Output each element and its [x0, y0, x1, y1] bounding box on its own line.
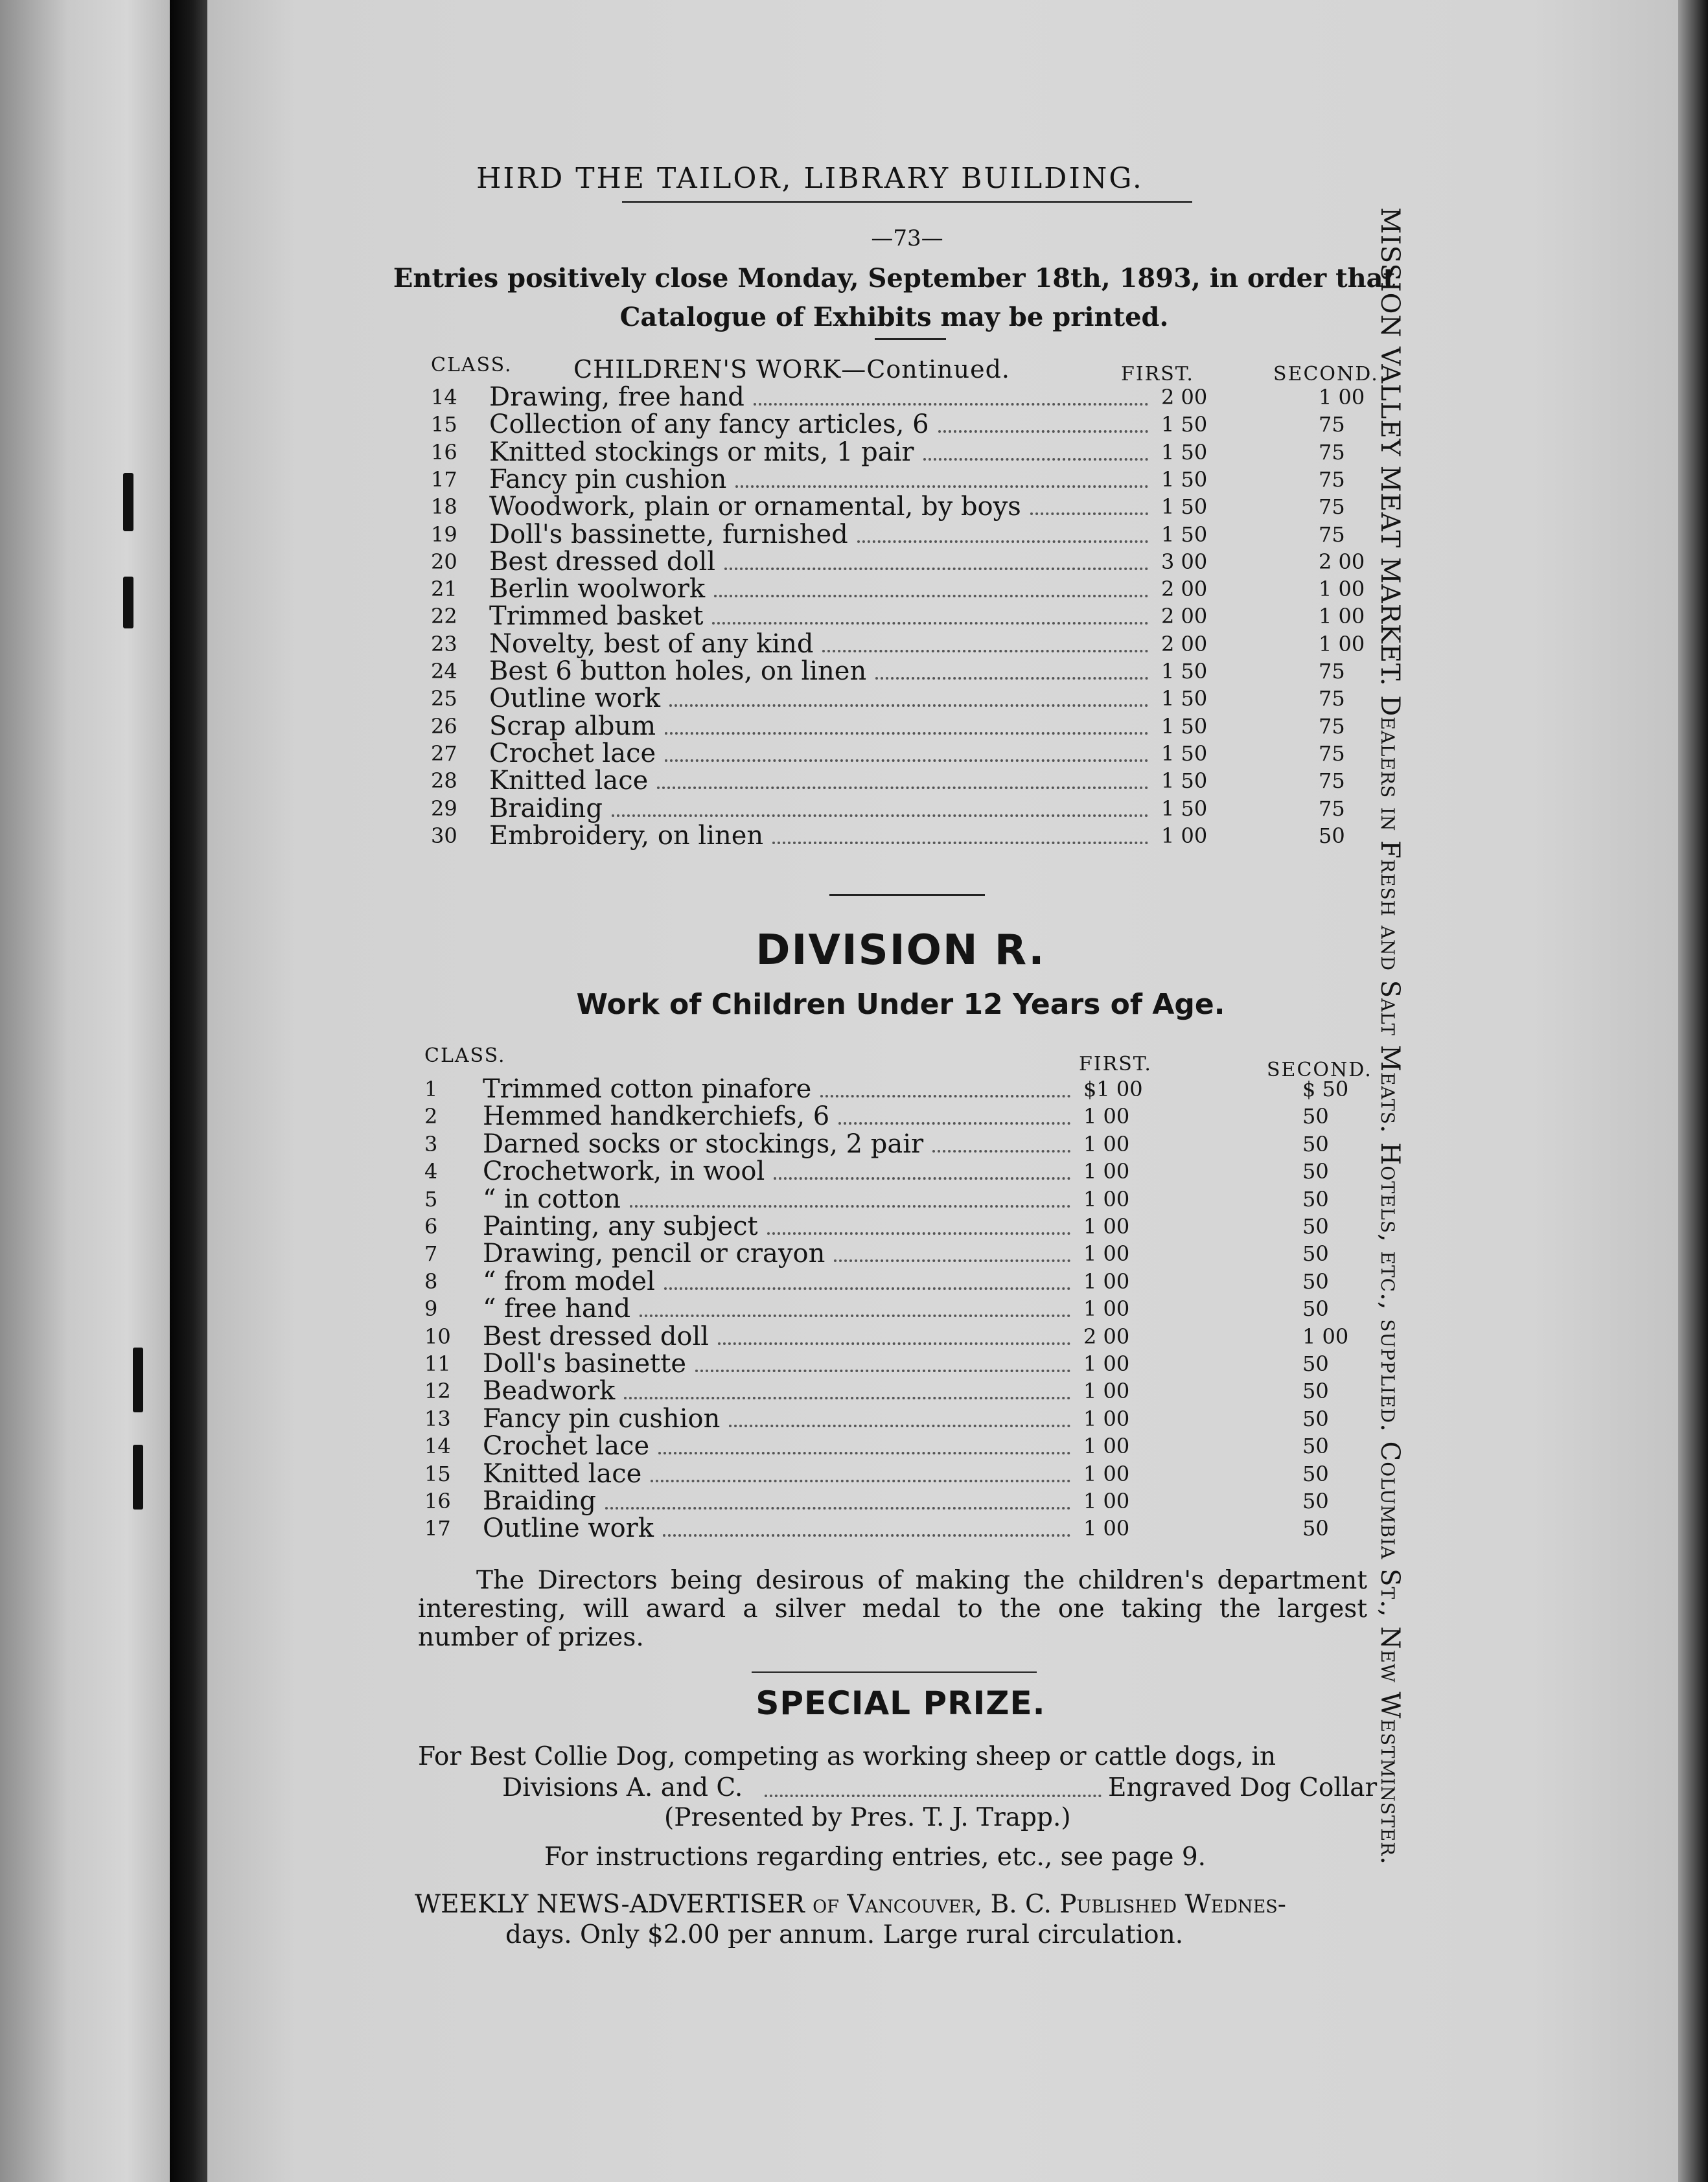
- item-label: Drawing, free hand: [489, 382, 744, 412]
- first-prize-amount: 2 00: [1161, 631, 1208, 656]
- list-item: [424, 1131, 1383, 1158]
- list-item: [424, 1158, 1383, 1185]
- first-prize-amount: 1 00: [1083, 1241, 1130, 1267]
- item-class-number: 16: [431, 439, 457, 465]
- item-label: “ from model: [483, 1266, 655, 1296]
- special-rule: [752, 1671, 1037, 1673]
- first-prize-amount: 1 00: [1083, 1379, 1130, 1404]
- leader-dots: [624, 1397, 1070, 1399]
- item-class-number: 1: [424, 1077, 438, 1101]
- leader-dots: [665, 759, 1148, 762]
- leader-dots: [664, 1287, 1070, 1290]
- leader-dots: [774, 1177, 1070, 1180]
- second-prize-amount: 75: [1319, 796, 1345, 821]
- list-item: [424, 1377, 1383, 1405]
- item-label: Embroidery, on linen: [489, 820, 764, 851]
- first-prize-amount: 1 00: [1083, 1296, 1130, 1322]
- second-prize-amount: 50: [1302, 1104, 1329, 1129]
- special-prize-line-2-left: Divisions A. and C.: [502, 1773, 743, 1802]
- item-label: Crochet lace: [489, 738, 656, 768]
- item-class-number: 22: [431, 604, 457, 629]
- list-item: [424, 1405, 1383, 1432]
- first-prize-amount: 1 50: [1161, 686, 1208, 711]
- leader-dots: [822, 650, 1148, 652]
- item-class-number: 9: [424, 1296, 438, 1322]
- item-class-number: 4: [424, 1159, 438, 1184]
- second-prize-amount: 50: [1302, 1131, 1329, 1156]
- first-prize-amount: 1 50: [1161, 412, 1208, 437]
- list-item: [424, 1075, 1383, 1103]
- second-prize-amount: 50: [1319, 823, 1345, 848]
- item-label: Knitted lace: [489, 766, 649, 796]
- list-item: [424, 1240, 1383, 1267]
- item-class-number: 3: [424, 1131, 438, 1156]
- list-item: [431, 795, 1390, 822]
- first-prize-amount: 1 00: [1083, 1104, 1130, 1129]
- section-title: CHILDREN'S WORK—Continued.: [573, 355, 1010, 384]
- leader-dots: [767, 1232, 1070, 1235]
- second-prize-amount: 50: [1302, 1489, 1329, 1513]
- first-prize-amount: 1 00: [1083, 1351, 1130, 1376]
- second-prize-amount: 50: [1302, 1296, 1329, 1322]
- first-prize-amount: 3 00: [1161, 549, 1208, 574]
- item-label: Woodwork, plain or ornamental, by boys: [489, 492, 1021, 522]
- item-label: Fancy pin cushion: [489, 464, 727, 494]
- item-class-number: 15: [424, 1461, 451, 1486]
- list-item: [424, 1213, 1383, 1240]
- first-prize-amount: 1 50: [1161, 522, 1208, 547]
- leader-dots: [714, 595, 1148, 597]
- item-class-number: 20: [431, 549, 457, 574]
- second-prize-amount: 75: [1319, 659, 1345, 683]
- leader-dots: [938, 430, 1148, 433]
- facing-page: [0, 0, 170, 2182]
- list-item: [424, 1268, 1383, 1295]
- item-class-number: 14: [431, 385, 457, 409]
- leader-dots: [612, 814, 1148, 817]
- list-item: [424, 1515, 1383, 1542]
- side-advertisement: MISSION VALLEY MEAT MARKET. Dealers in Fresh and Salt Meats. Hotels, etc., supplied. Columbia St., New Westminster.: [1375, 207, 1405, 1866]
- list-item: [431, 630, 1390, 658]
- list-item: [431, 575, 1390, 603]
- leader-dots: [735, 485, 1148, 488]
- item-label: Novelty, best of any kind: [489, 628, 814, 659]
- running-head: HIRD THE TAILOR, LIBRARY BUILDING.: [476, 162, 1144, 195]
- item-label: Knitted stockings or mits, 1 pair: [489, 437, 914, 467]
- special-prize-title: SPECIAL PRIZE.: [756, 1684, 1046, 1722]
- item-label: Berlin woolwork: [489, 574, 706, 604]
- second-prize-amount: 75: [1319, 713, 1345, 739]
- item-class-number: 2: [424, 1104, 438, 1129]
- advert-line-1: WEEKLY NEWS-ADVERTISER of Vancouver, B. C. Published Wednes-: [415, 1890, 1286, 1919]
- item-class-number: 24: [431, 659, 457, 683]
- second-prize-amount: 50: [1302, 1241, 1329, 1267]
- list-item: [431, 384, 1390, 411]
- list-item: [424, 1350, 1383, 1377]
- item-class-number: 17: [431, 466, 457, 492]
- leader-dots: [923, 458, 1148, 461]
- item-label: Trimmed basket: [489, 601, 704, 632]
- first-prize-amount: 1 50: [1161, 466, 1208, 492]
- class-column-label: CLASS.: [431, 354, 513, 376]
- section-rule: [829, 894, 985, 896]
- item-class-number: 29: [431, 796, 457, 821]
- leader-dots: [657, 787, 1148, 789]
- list-item: [431, 411, 1390, 438]
- leader-dots: [630, 1205, 1070, 1208]
- item-class-number: 28: [431, 768, 457, 794]
- leader-dots: [640, 1315, 1070, 1317]
- item-label: Doll's basinette: [483, 1349, 687, 1379]
- leader-dots: [663, 1534, 1070, 1537]
- list-item: [424, 1186, 1383, 1213]
- second-prize-amount: 50: [1302, 1434, 1329, 1459]
- second-prize-amount: 50: [1302, 1269, 1329, 1294]
- notice-rule: [875, 338, 946, 340]
- first-prize-amount: 1 50: [1161, 741, 1208, 766]
- item-label: Braiding: [489, 793, 603, 823]
- binding-gutter: [170, 0, 207, 2182]
- first-prize-amount: 2 00: [1161, 604, 1208, 629]
- list-item: [424, 1460, 1383, 1487]
- binding-stitch: [123, 577, 133, 628]
- division-title: DIVISION R.: [756, 926, 1046, 974]
- second-prize-amount: 1 00: [1319, 385, 1365, 409]
- first-prize-amount: 2 00: [1161, 385, 1208, 409]
- second-prize-amount: 1 00: [1302, 1324, 1349, 1349]
- second-prize-amount: 75: [1319, 466, 1345, 492]
- first-column-label: FIRST.: [1121, 363, 1194, 385]
- first-prize-amount: 1 00: [1083, 1186, 1130, 1212]
- list-item: [431, 740, 1390, 767]
- page-number: —73—: [871, 225, 943, 251]
- item-class-number: 6: [424, 1214, 438, 1239]
- leader-dots: [695, 1370, 1070, 1372]
- first-prize-amount: 1 00: [1083, 1489, 1130, 1513]
- first-prize-amount: 1 50: [1161, 494, 1208, 520]
- first-prize-amount: 1 00: [1083, 1434, 1130, 1459]
- second-prize-amount: 50: [1302, 1159, 1329, 1184]
- first-prize-amount: 1 50: [1161, 713, 1208, 739]
- item-label: Doll's bassinette, furnished: [489, 519, 848, 549]
- item-label: Drawing, pencil or crayon: [483, 1239, 825, 1269]
- leader-dots: [665, 732, 1148, 735]
- item-label: Outline work: [489, 683, 661, 714]
- item-label: Fancy pin cushion: [483, 1403, 721, 1434]
- item-class-number: 11: [424, 1351, 451, 1376]
- item-class-number: 15: [431, 412, 457, 437]
- leader-dots: [669, 704, 1148, 707]
- second-prize-amount: 50: [1302, 1406, 1329, 1431]
- leader-dots: [932, 1150, 1070, 1153]
- first-prize-amount: 2 00: [1161, 577, 1208, 602]
- first-prize-amount: 1 50: [1161, 796, 1208, 821]
- item-class-number: 7: [424, 1241, 438, 1267]
- item-label: Scrap album: [489, 711, 656, 741]
- list-item: [424, 1103, 1383, 1130]
- list-item: [431, 685, 1390, 712]
- second-prize-amount: 50: [1302, 1461, 1329, 1486]
- item-class-number: 23: [431, 631, 457, 656]
- item-label: Braiding: [483, 1486, 596, 1516]
- leader-dots: [834, 1259, 1070, 1262]
- item-class-number: 14: [424, 1434, 451, 1459]
- second-prize-amount: 1 00: [1319, 577, 1365, 602]
- second-prize-amount: 75: [1319, 741, 1345, 766]
- leader-dots: [724, 568, 1148, 570]
- notice-line-2: Catalogue of Exhibits may be printed.: [619, 302, 1169, 332]
- binding-stitch: [133, 1445, 143, 1510]
- item-class-number: 26: [431, 713, 457, 739]
- special-prize-dots: [765, 1795, 1102, 1797]
- first-prize-amount: 1 50: [1161, 768, 1208, 794]
- second-prize-amount: 50: [1302, 1186, 1329, 1212]
- first-prize-amount: 1 50: [1161, 659, 1208, 683]
- first-prize-amount: 1 00: [1083, 1214, 1130, 1239]
- leader-dots: [857, 540, 1148, 543]
- list-item: [424, 1295, 1383, 1322]
- second-prize-amount: 50: [1302, 1379, 1329, 1404]
- leader-dots: [875, 677, 1148, 680]
- leader-dots: [712, 622, 1148, 625]
- item-class-number: 30: [431, 823, 457, 848]
- item-class-number: 16: [424, 1489, 451, 1513]
- item-label: Darned socks or stockings, 2 pair: [483, 1129, 924, 1159]
- medal-note: The Directors being desirous of making the children's department interesting, will award a silver medal to the one taking the largest number of prizes.: [418, 1566, 1367, 1652]
- first-column-label: FIRST.: [1079, 1053, 1152, 1075]
- leader-dots: [718, 1342, 1070, 1345]
- list-item: [431, 603, 1390, 630]
- second-prize-amount: 75: [1319, 686, 1345, 711]
- item-class-number: 17: [424, 1516, 451, 1541]
- item-label: Best dressed doll: [483, 1321, 710, 1351]
- first-prize-amount: 1 00: [1161, 823, 1208, 848]
- list-item: [431, 713, 1390, 740]
- second-prize-amount: 50: [1302, 1351, 1329, 1376]
- list-item: [424, 1432, 1383, 1460]
- item-class-number: 8: [424, 1269, 438, 1294]
- item-class-number: 19: [431, 522, 457, 547]
- second-prize-amount: 75: [1319, 412, 1345, 437]
- second-column-label: SECOND.: [1267, 1059, 1372, 1081]
- item-label: Hemmed handkerchiefs, 6: [483, 1101, 830, 1132]
- division-subtitle: Work of Children Under 12 Years of Age.: [576, 988, 1225, 1021]
- list-item: [431, 439, 1390, 466]
- item-label: Crochet lace: [483, 1431, 650, 1462]
- first-prize-amount: 1 00: [1083, 1516, 1130, 1541]
- second-prize-amount: 75: [1319, 768, 1345, 794]
- item-label: Knitted lace: [483, 1458, 642, 1489]
- list-item: [431, 658, 1390, 685]
- item-class-number: 25: [431, 686, 457, 711]
- leader-dots: [838, 1122, 1070, 1125]
- first-prize-amount: $1 00: [1083, 1077, 1143, 1101]
- item-class-number: 21: [431, 577, 457, 602]
- first-prize-amount: 1 00: [1083, 1406, 1130, 1431]
- item-class-number: 13: [424, 1406, 451, 1431]
- leader-dots: [772, 842, 1148, 844]
- leader-dots: [651, 1480, 1070, 1482]
- first-prize-amount: 1 00: [1083, 1159, 1130, 1184]
- item-label: Best 6 button holes, on linen: [489, 656, 867, 686]
- first-prize-amount: 1 00: [1083, 1269, 1130, 1294]
- item-label: “ in cotton: [483, 1184, 621, 1214]
- list-item: [431, 466, 1390, 493]
- class-column-label: CLASS.: [424, 1044, 506, 1067]
- item-label: Collection of any fancy articles, 6: [489, 409, 929, 440]
- first-prize-amount: 1 00: [1083, 1461, 1130, 1486]
- special-prize-line-3: (Presented by Pres. T. J. Trapp.): [664, 1803, 1071, 1832]
- item-class-number: 27: [431, 741, 457, 766]
- item-class-number: 5: [424, 1186, 438, 1212]
- binding-stitch: [133, 1348, 143, 1412]
- first-prize-amount: 2 00: [1083, 1324, 1130, 1349]
- entries-notice: [389, 259, 1400, 337]
- second-prize-amount: 50: [1302, 1214, 1329, 1239]
- second-prize-amount: 1 00: [1319, 604, 1365, 629]
- item-class-number: 18: [431, 494, 457, 520]
- second-column-label: SECOND.: [1273, 363, 1379, 385]
- item-label: Trimmed cotton pinafore: [483, 1074, 812, 1104]
- list-item: [424, 1323, 1383, 1350]
- leader-dots: [820, 1095, 1070, 1097]
- item-class-number: 12: [424, 1379, 451, 1404]
- list-item: [431, 548, 1390, 575]
- second-prize-amount: 2 00: [1319, 549, 1365, 574]
- binding-stitch: [123, 473, 133, 531]
- item-label: “ free hand: [483, 1294, 631, 1324]
- item-label: Crochetwork, in wool: [483, 1156, 765, 1187]
- list-item: [431, 767, 1390, 794]
- page-edge-shadow: [1678, 0, 1708, 2182]
- first-prize-amount: 1 00: [1083, 1131, 1130, 1156]
- item-label: Painting, any subject: [483, 1212, 758, 1241]
- second-prize-amount: 75: [1319, 522, 1345, 547]
- list-item: [424, 1487, 1383, 1515]
- instructions-note: For instructions regarding entries, etc., see page 9.: [544, 1843, 1206, 1872]
- leader-dots: [1030, 512, 1148, 515]
- second-prize-amount: 75: [1319, 439, 1345, 465]
- leader-dots: [754, 403, 1148, 406]
- leader-dots: [729, 1425, 1070, 1427]
- list-item: [431, 822, 1390, 849]
- notice-line-1: Entries positively close Monday, September 18th, 1893, in order that: [393, 263, 1396, 293]
- special-prize-line-1: For Best Collie Dog, competing as working sheep or cattle dogs, in: [418, 1742, 1276, 1771]
- list-item: [431, 521, 1390, 548]
- item-class-number: 10: [424, 1324, 451, 1349]
- second-prize-amount: 50: [1302, 1516, 1329, 1541]
- item-label: Outline work: [483, 1513, 654, 1544]
- advert-line-2: days. Only $2.00 per annum. Large rural circulation.: [505, 1920, 1184, 1949]
- second-prize-amount: 75: [1319, 494, 1345, 520]
- leader-dots: [658, 1452, 1070, 1454]
- running-head-rule: [622, 201, 1192, 203]
- special-prize-line-2-right: Engraved Dog Collar: [1108, 1773, 1378, 1802]
- item-label: Beadwork: [483, 1376, 616, 1407]
- list-item: [431, 493, 1390, 520]
- first-prize-amount: 1 50: [1161, 439, 1208, 465]
- item-label: Best dressed doll: [489, 546, 716, 577]
- second-prize-amount: $ 50: [1302, 1077, 1349, 1101]
- second-prize-amount: 1 00: [1319, 631, 1365, 656]
- leader-dots: [605, 1507, 1070, 1510]
